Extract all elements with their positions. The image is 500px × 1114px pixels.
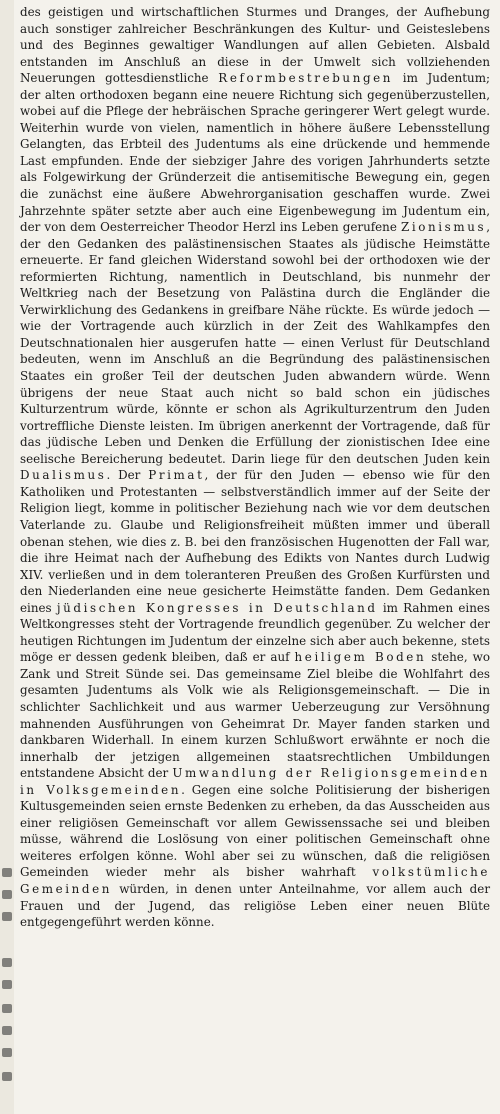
text-fragment (2, 1048, 12, 1057)
text-fragment (2, 1072, 12, 1081)
text-fragment (2, 890, 12, 899)
text-fragment (2, 912, 12, 921)
article-column (18, 4, 492, 1108)
emphasized-term: jüdischen Kongresses in Deutschland (56, 600, 378, 615)
text-run: . Der (106, 468, 149, 483)
adjacent-column-fragment (0, 0, 14, 1114)
text-fragment (2, 958, 12, 967)
text-run: im Rahmen eines Weltkongresses steht der Vortragende freundlich gegenüber. Zu welcher der heutigen Richtungen im Judentum der einzelne sich aber auch bekenne, stets möge er dessen gedenk bleiben, daß er auf (20, 600, 490, 665)
text-run: , der für den Juden — ebenso wie für den Katholiken und Protestanten — selbstverständlich immer auf der Seite der Religion liegt, komme in politischer Beziehung nach wie vor dem deutschen Vaterlande zu. Glaube und Religionsfreiheit müßten immer und überall obenan stehen, wie dies z. B. bei den französischen Hugenotten der Fall war, die ihre Heimat nach der Aufhebung des Edikts von Nantes durch Ludwig XIV. verließen und in dem toleranteren Preußen des Großen Kurfürsten und den Niederlanden eine neue gesicherte Heimstätte fanden. Dem Gedanken eines (20, 468, 490, 615)
emphasized-term: volkstümliche Gemeinden (20, 865, 490, 896)
text-run: , der den Gedanken des palästinensischen Staates als jüdische Heimstätte erneuerte. Er fand gleichen Widerstand sowohl bei der orthodoxen wie der reformierten Richtung, namentlich in Deutschland, bis nunmehr der Weltkrieg nach der Besetzung von Palästina durch die Engländer die Verwirklichung des Gedankens in greifbare Nähe rückte. Es würde jedoch — wie der Vortragende auch kürzlich in der Zeit des Wahlkampfes den Deutschnationalen hier ausgerufen hatte — einen Verlust für Deutschland bedeuten, wenn im Anschluß an die Begründung des palästinensischen Staates ein großer Teil der deutschen Juden abwandern würde. Wenn übrigens der neue Staat auch nicht so bald schon ein jüdisches Kulturzentrum würde, könnte er schon als Agrikulturzentrum den Juden vortreffliche Dienste leisten. Im übrigen anerkennt der Vortragende, daß für das jüdische Leben und Denken die Erfüllung der zionistischen Idee eine seelische Bereicherung bedeutet. Darin liege für den deutschen Juden kein (20, 220, 490, 466)
emphasized-term: Umwandlung der Religionsgemeinden in Volksgemeinden (20, 766, 490, 797)
emphasized-term: Primat (148, 468, 205, 483)
text-run: . Gegen eine solche Politisierung der bisherigen Kultusgemeinden seien ernste Bedenken zu erheben, da das Ausscheiden aus einer religiösen Gemeinschaft vor allem Gewissenssache sei und bleiben müsse, während die Loslösung von einer politischen Gemeinschaft ohne weiteres erfolgen könne. Wohl aber sei zu wünschen, daß die religiösen Gemeinden wieder mehr als bisher wahrhaft (20, 782, 490, 880)
text-fragment (2, 1026, 12, 1035)
emphasized-term: Zionismus (400, 220, 487, 235)
text-fragment (2, 980, 12, 989)
text-fragment (2, 1004, 12, 1013)
text-run: stehe, wo Zank und Streit Sünde sei. Das gemeinsame Ziel bleibe die Wohlfahrt des gesamten Judentums als Volk wie als Religionsgemeinschaft. — Die in schlichter Sachlichkeit und aus warmer Ueberzeugung zur Versöhnung mahnenden Ausführungen von Geheimrat Dr. Mayer fanden starken und dankbaren Widerhall. In einem kurzen Schlußwort erwähnte er noch die innerhalb der jetzigen allgemeinen staatsrechtlichen Umbildungen entstandene Absicht der (20, 650, 490, 781)
emphasized-term: Dualismus (20, 468, 107, 483)
text-run: des geistigen und wirtschaftlichen Sturmes und Dranges, der Aufhebung auch sonstiger zahlreicher Beschränkungen des Kultur- und Geisteslebens und des Beginnes gewaltiger Wandlungen auf allen Gebieten. Alsbald entstanden im Anschluß an diese in der Umwelt sich vollziehenden Neuerungen gottesdienstliche (20, 5, 490, 86)
text-fragment (2, 868, 12, 877)
text-run: im Judentum; der alten orthodoxen begann eine neuere Richtung sich gegenüberzustellen, wobei auf die Pflege der hebräischen Sprache geringerer Wert gelegt wurde. Weiterhin wurde von vielen, namentlich in höhere äußere Lebensstellung Gelangten, das Erbteil des Judentums als eine drückende und hemmende Last empfunden. Ende der siebziger Jahre des vorigen Jahrhunderts setzte als Folgewirkung der Gründerzeit die antisemitische Bewegung ein, gegen die zunächst eine äußere Abwehrorganisation geschaffen wurde. Zwei Jahrzehnte später setzte aber auch eine Eigenbewegung im Judentum ein, der von dem Oesterreicher Theodor Herzl ins Leben gerufene (20, 71, 490, 235)
emphasized-term: Reformbestrebungen (218, 71, 394, 86)
article-paragraph (20, 4, 490, 931)
text-run: würden, in denen unter Anteilnahme, vor allem auch der Frauen und der Jugend, das religiöse Leben einer neuen Blüte entgegengeführt werden könne. (20, 881, 490, 930)
emphasized-term: heiligem Boden (294, 650, 427, 665)
